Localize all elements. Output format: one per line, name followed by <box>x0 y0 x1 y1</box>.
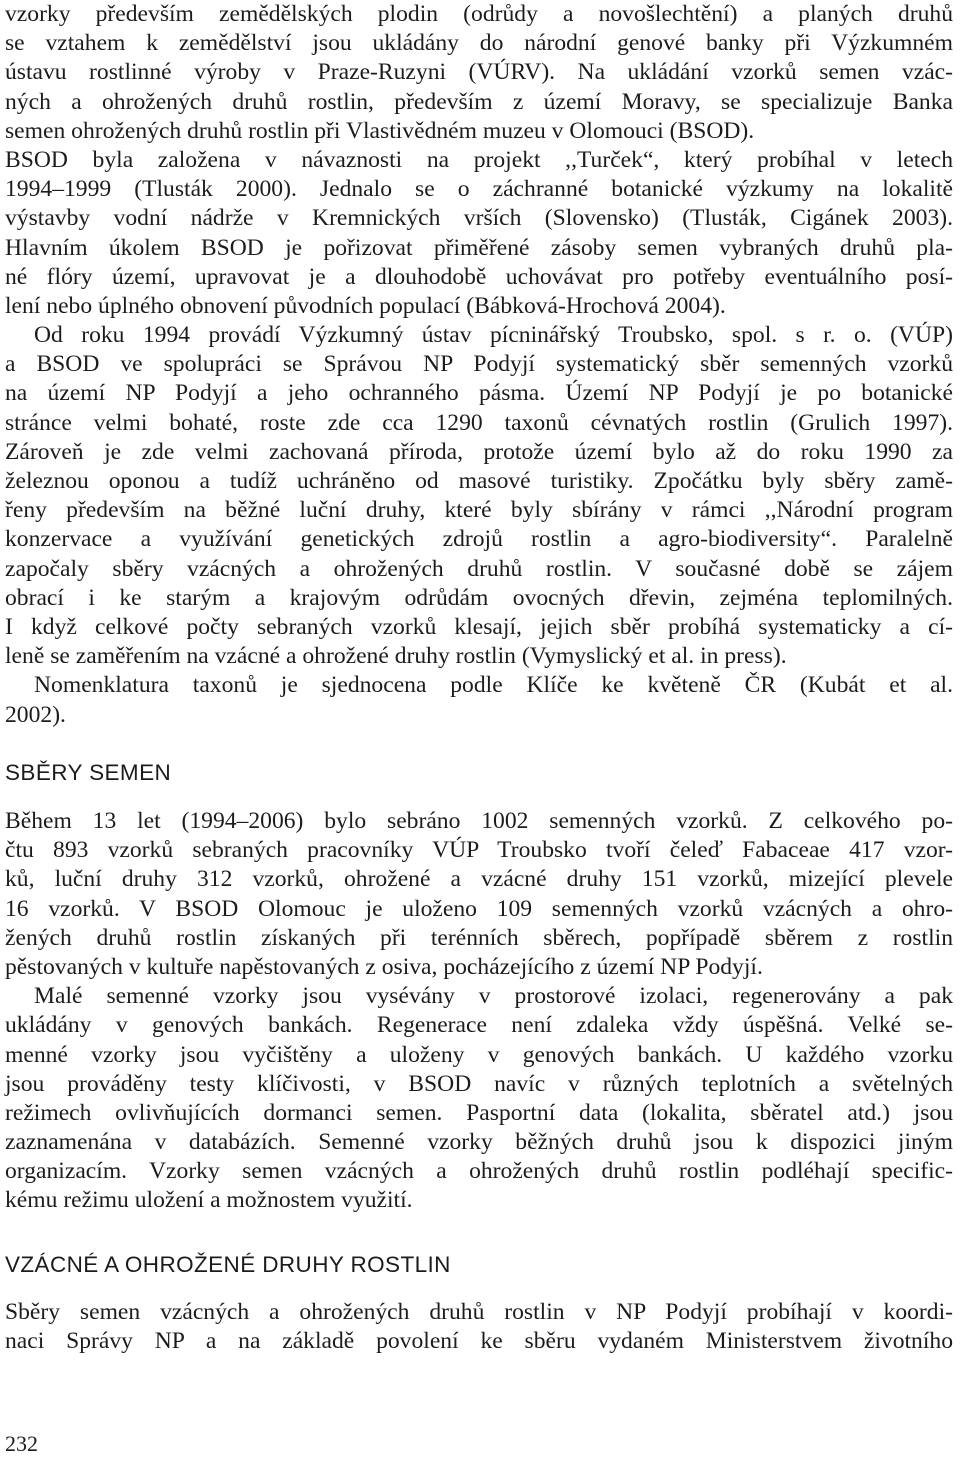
text-line: ukládány v genových bankách. Regenerace není zdaleka vždy úspěšná. Velké se- <box>5 1012 953 1039</box>
text-line: započaly sběry vzácných a ohrožených druhů rostlin. V současné době se zájem <box>5 555 953 582</box>
text-line: leně se zaměřením na vzácné a ohrožené druhy rostlin (Vymyslický et al. in press). <box>5 643 787 670</box>
text-line: BSOD byla založena v návaznosti na projekt ,,Turček“, který probíhal v letech <box>5 146 953 173</box>
text-line: 2002). <box>5 701 66 728</box>
text-line: Nomenklatura taxonů je sjednocena podle Klíče ke květeně ČR (Kubát et al. <box>34 672 953 699</box>
text-line: řeny především na běžné luční druhy, které byly sbírány v rámci ,,Národní program <box>5 497 953 524</box>
text-line: pěstovaných v kultuře napěstovaných z osiva, pocházejícího z území NP Podyjí. <box>5 953 763 980</box>
text-line: semen ohrožených druhů rostlin při Vlastivědném muzeu v Olomouci (BSOD). <box>5 117 755 144</box>
text-line: kému režimu uložení a možnostem využití. <box>5 1187 413 1214</box>
text-line: konzervace a využívání genetických zdrojů rostlin a agro-biodiversity“. Paralelně <box>5 526 953 553</box>
text-line: a BSOD ve spolupráci se Správou NP Podyjí systematický sběr semenných vzorků <box>5 351 953 378</box>
text-line: Hlavním úkolem BSOD je pořizovat přiměřené zásoby semen vybraných druhů pla- <box>5 234 953 261</box>
text-line: na území NP Podyjí a jeho ochranného pásma. Území NP Podyjí je po botanické <box>5 380 953 407</box>
section-heading-seed-collection: SBĚRY SEMEN <box>5 760 172 785</box>
text-line: ných a ohrožených druhů rostlin, především z území Moravy, se specializuje Banka <box>5 88 953 115</box>
text-line: železnou oponou a tudíž uchráněno od masové turistiky. Zpočátku byly sběry zamě- <box>5 468 953 494</box>
text-line: výstavby vodní nádrže v Kremnických vrších (Slovensko) (Tlusták, Cigánek 2003). <box>5 205 953 232</box>
text-line: naci Správy NP a na základě povolení ke sběru vydaném Ministerstvem životního <box>5 1328 953 1355</box>
page-number: 232 <box>5 1431 38 1456</box>
text-line: Malé semenné vzorky jsou vysévány v prostorové izolaci, regenerovány a pak <box>34 983 953 1010</box>
text-line: obrací i ke starým a krajovým odrůdám ovocných dřevin, zejména teplomilných. <box>5 584 953 611</box>
text-line: lení nebo úplného obnovení původních populací (Bábková-Hrochová 2004). <box>5 292 726 319</box>
text-line: 16 vzorků. V BSOD Olomouc je uloženo 109 semenných vzorků vzácných a ohro- <box>5 895 953 922</box>
text-line: Během 13 let (1994–2006) bylo sebráno 1002 semenných vzorků. Z celkového po- <box>5 808 953 834</box>
section-heading-rare-species: VZÁCNÉ A OHROŽENÉ DRUHY ROSTLIN <box>5 1252 451 1277</box>
text-line: né flóry území, upravovat je a dlouhodobě uchovávat pro potřeby eventuálního posí- <box>5 263 953 290</box>
text-line: stránce velmi bohaté, roste zde cca 1290 taxonů cévnatých rostlin (Grulich 1997). <box>5 409 953 436</box>
text-line: se vztahem k zemědělství jsou ukládány do národní genové banky při Výzkumném <box>5 30 953 57</box>
section-intro-text <box>5 0 953 730</box>
text-line: I když celkové počty sebraných vzorků klesají, jejich sběr probíhá systematicky a cí- <box>5 613 953 640</box>
text-line: 1994–1999 (Tlusták 2000). Jednalo se o záchranné botanické výzkumy na lokalitě <box>5 176 953 203</box>
text-line: Od roku 1994 provádí Výzkumný ústav pícninářský Troubsko, spol. s r. o. (VÚP) <box>34 322 953 349</box>
text-line: režimech ovlivňujících dormanci semen. Pasportní data (lokalita, sběratel atd.) jsou <box>5 1099 953 1126</box>
text-line: menné vzorky jsou vyčištěny a uloženy v genových bankách. U každého vzorku <box>5 1041 953 1068</box>
text-line: Zároveň je zde velmi zachovaná příroda, protože území bylo až do roku 1990 za <box>5 438 953 465</box>
text-line: organizacím. Vzorky semen vzácných a ohrožených druhů rostlin podléhají specific- <box>5 1158 953 1185</box>
text-line: žených druhů rostlin získaných při terénních sběrech, popřípadě sběrem z rostlin <box>5 924 953 951</box>
text-line: ků, luční druhy 312 vzorků, ohrožené a vzácné druhy 151 vzorků, mizející plevele <box>5 866 953 893</box>
text-line: Sběry semen vzácných a ohrožených druhů rostlin v NP Podyjí probíhají v koordi- <box>5 1299 953 1325</box>
text-line: jsou prováděny testy klíčivosti, v BSOD navíc v různých teplotních a světelných <box>5 1070 953 1097</box>
text-line: čtu 893 vzorků sebraných pracovníky VÚP Troubsko tvoří čeleď Fabaceae 417 vzor- <box>5 837 953 864</box>
section-rare-species-text <box>5 1298 953 1356</box>
text-line: zaznamenána v databázích. Semenné vzorky běžných druhů jsou k dispozici jiným <box>5 1129 953 1156</box>
text-line: ústavu rostlinné výroby v Praze-Ruzyni (VÚRV). Na ukládání vzorků semen vzác- <box>5 59 953 86</box>
text-line: vzorky především zemědělských plodin (odrůdy a novošlechtění) a planých druhů <box>5 1 953 27</box>
section-seed-collection-text <box>5 807 953 1216</box>
